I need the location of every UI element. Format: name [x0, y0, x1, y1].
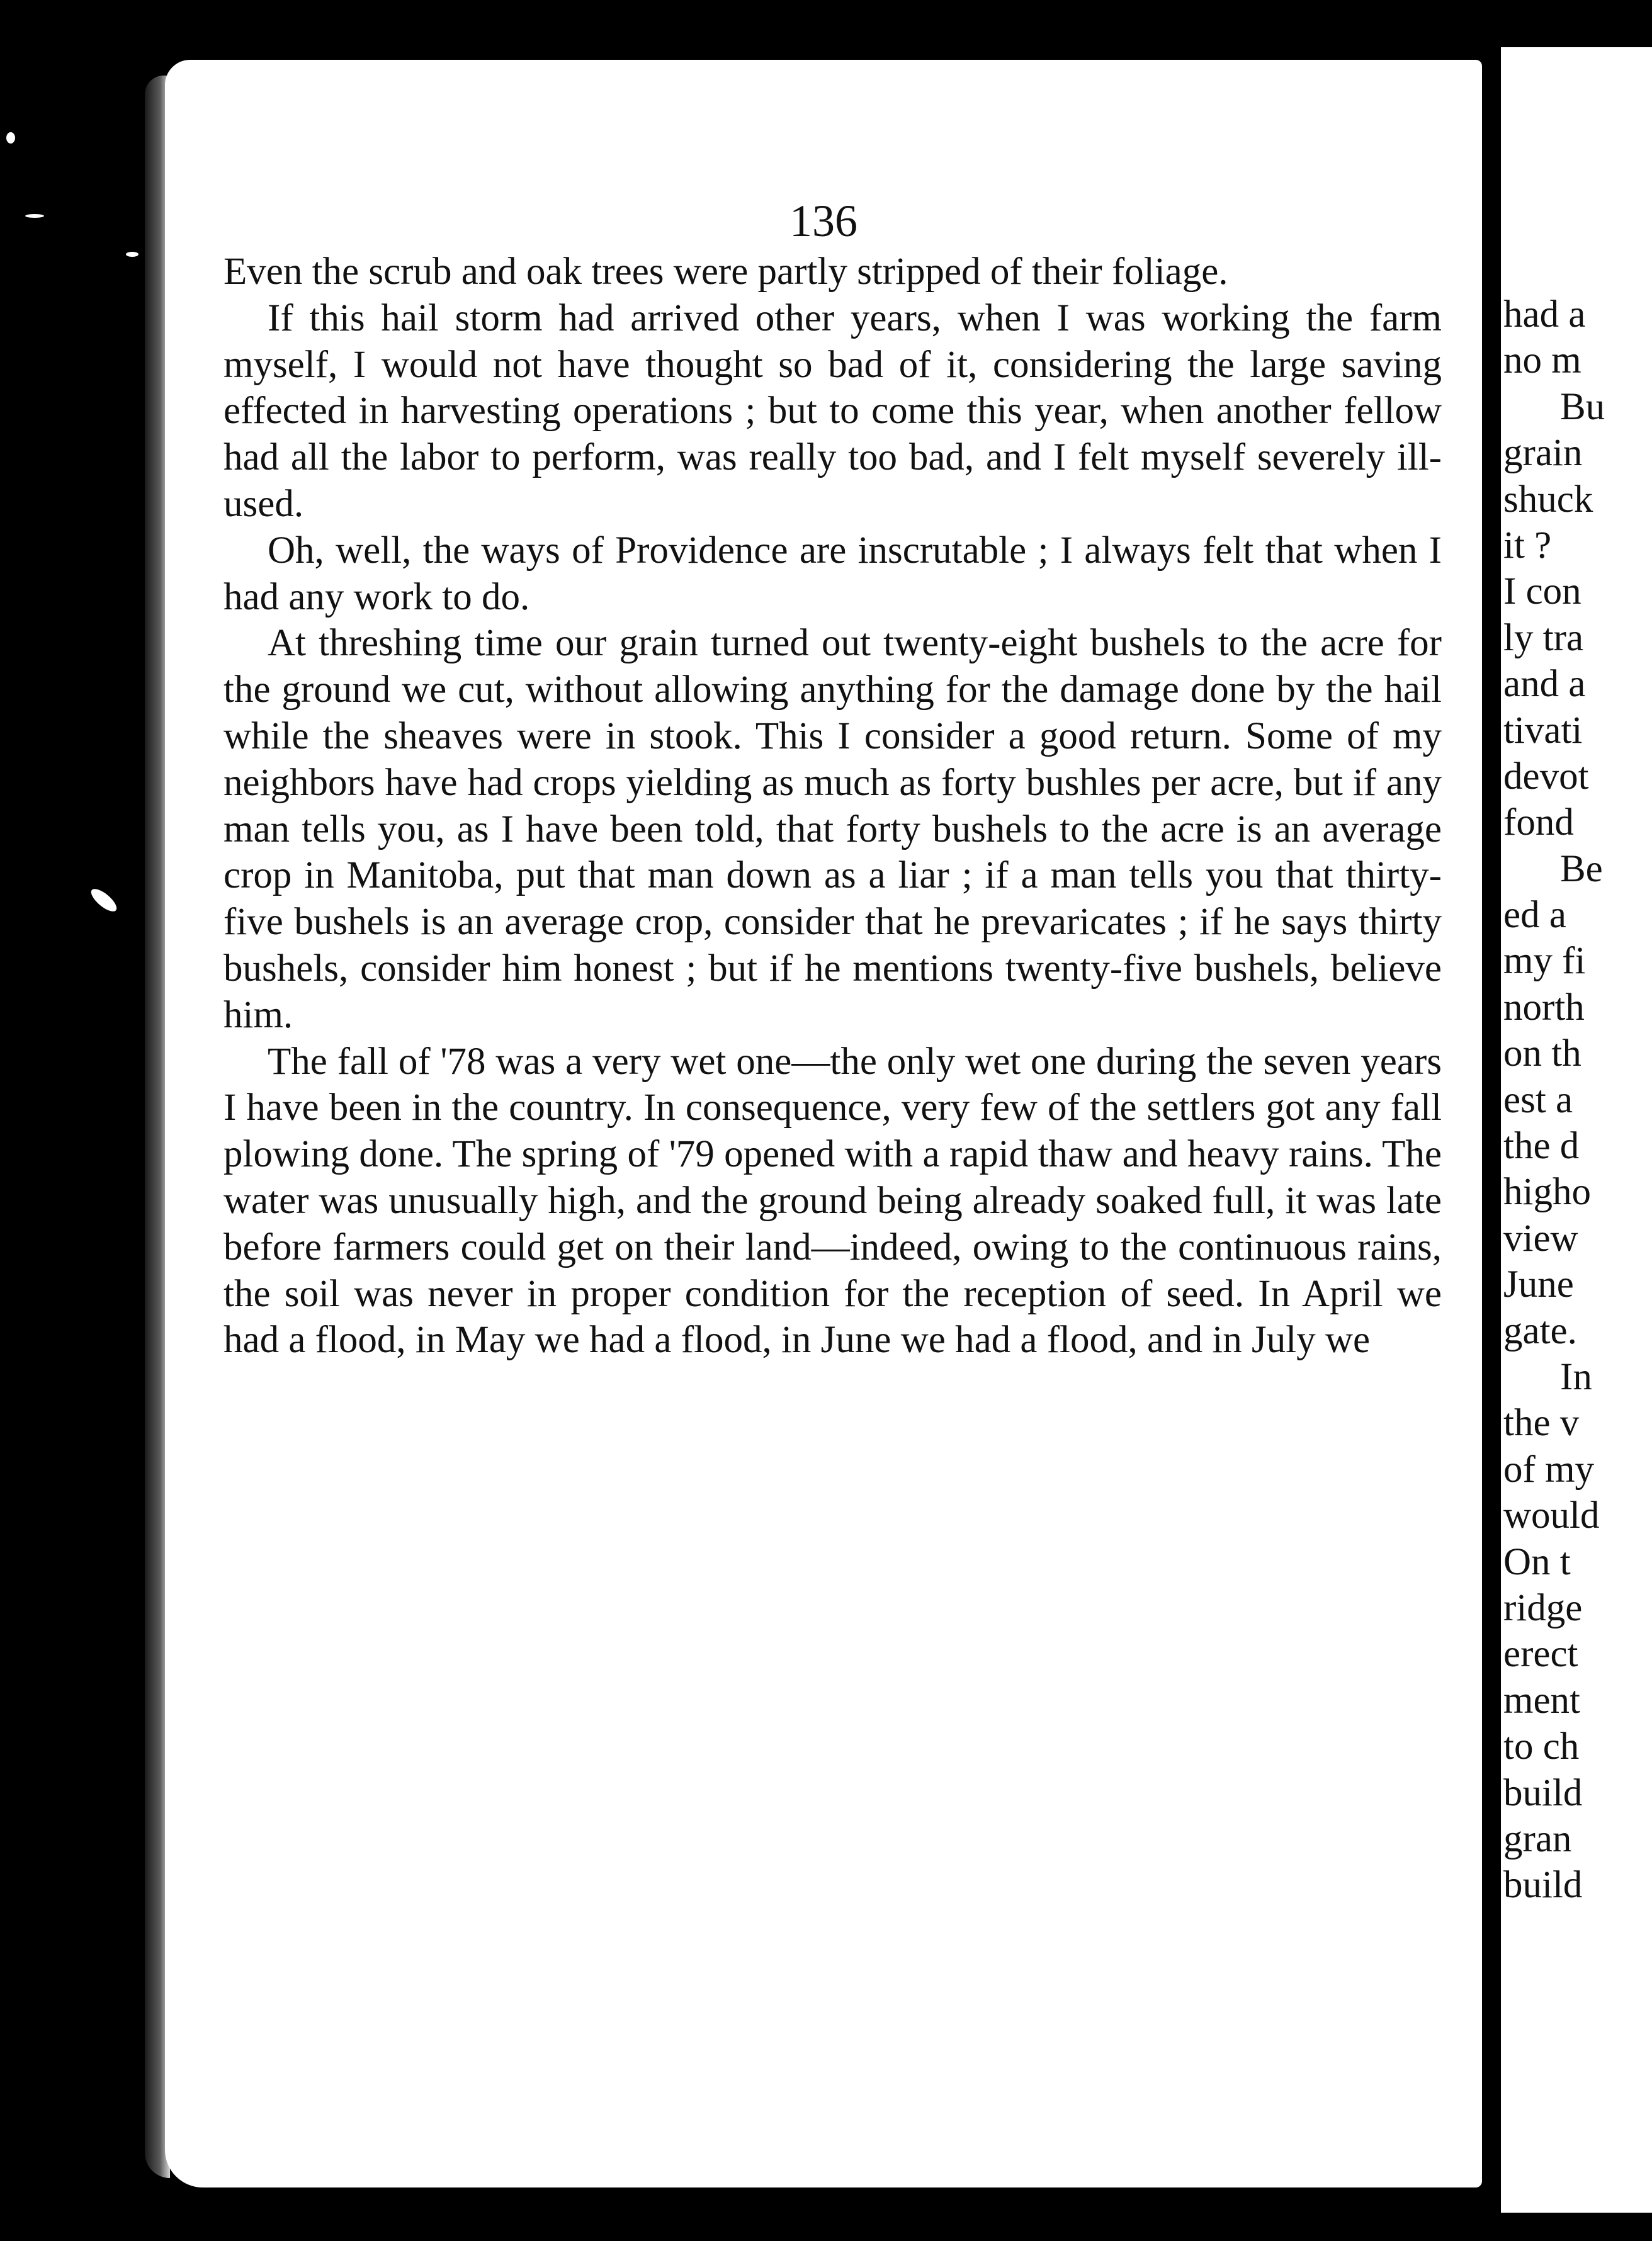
page-number: 136	[789, 196, 857, 246]
facing-line: shuck	[1503, 478, 1593, 521]
facing-line: grain	[1503, 432, 1583, 475]
facing-line: ridge	[1503, 1586, 1583, 1629]
facing-line: no m	[1503, 339, 1581, 382]
paragraph: Oh, well, the ways of Providence are inscrutable ; I always felt that when I had any work to do.	[223, 529, 1442, 618]
facing-line: est a	[1503, 1078, 1573, 1121]
scan-speck	[88, 885, 120, 915]
facing-line: On t	[1503, 1540, 1571, 1583]
paragraph: If this hail storm had arrived other years, when I was working the farm myself, I would not have thought so bad of it, considering the large saving effected in harvesting operations ; but to come this year, when another fellow had all the labor to perform, was really too bad, and I felt myself severely ill-used.	[223, 296, 1442, 525]
facing-line: Be	[1560, 847, 1603, 890]
facing-line: I con	[1503, 570, 1581, 613]
facing-line: build	[1503, 1864, 1583, 1907]
facing-line: the d	[1503, 1125, 1580, 1168]
scan-speck	[25, 214, 44, 218]
paragraph: Even the scrub and oak trees were partly stripped of their foliage.	[223, 251, 1228, 293]
facing-line: the v	[1503, 1402, 1580, 1445]
paragraph: At threshing time our grain turned out twenty-eight bushels to the acre for the ground we cut, without allowing anything for the damage done by the hail while the sheaves were in stook. This I consider a good return. Some of my neighbors have had crops yielding as much as forty bushles per acre, but if any man tells you, as I have been told, that forty bushels to the acre is an average crop in Manitoba, put that man down as a liar ; if a man tells you that thirty-five bushels is an average crop, consider that he prevaricates ; if he says thirty bushels, consider him honest ; but if he mentions twenty-five bushels, believe him.	[223, 622, 1442, 1036]
facing-line: it ?	[1503, 524, 1552, 567]
page-body	[223, 249, 1442, 1363]
facing-line: Bu	[1560, 385, 1605, 428]
facing-line: higho	[1503, 1171, 1591, 1214]
facing-line: June	[1503, 1263, 1574, 1306]
facing-line: In	[1560, 1355, 1592, 1398]
facing-line: and a	[1503, 663, 1586, 706]
facing-line: to ch	[1503, 1725, 1580, 1768]
scan-speck	[126, 252, 139, 257]
facing-line: my fi	[1503, 940, 1586, 983]
book-gutter	[1482, 0, 1501, 2241]
facing-line: gate.	[1503, 1309, 1577, 1352]
facing-line: ed a	[1503, 894, 1566, 937]
facing-line: devot	[1503, 755, 1589, 798]
facing-line: would	[1503, 1494, 1600, 1537]
facing-line: of my	[1503, 1448, 1595, 1491]
paragraph: The fall of '78 was a very wet one—the only wet one during the seven years I have been in the country. In consequence, very few of the settlers got any fall plowing done. The spring of '79 opened with a rapid thaw and heavy rains. The water was unusually high, and the ground being already soaked full, it was late before farmers could get on their land—indeed, owing to the continuous rains, the soil was never in proper condition for the reception of seed. In April we had a flood, in May we had a flood, in June we had a flood, and in July we	[223, 1040, 1442, 1362]
facing-page-text	[1503, 291, 1652, 1909]
facing-line: erect	[1503, 1633, 1578, 1676]
scan-speck	[6, 132, 15, 144]
facing-line: on th	[1503, 1032, 1581, 1075]
facing-line: build	[1503, 1771, 1583, 1814]
facing-line: gran	[1503, 1817, 1572, 1860]
facing-line: view	[1503, 1217, 1578, 1260]
facing-line: had a	[1503, 293, 1586, 336]
facing-line: fond	[1503, 801, 1574, 844]
facing-line: ment	[1503, 1679, 1580, 1722]
facing-line: tivati	[1503, 709, 1583, 752]
facing-line: north	[1503, 986, 1585, 1029]
facing-line: ly tra	[1503, 616, 1584, 659]
